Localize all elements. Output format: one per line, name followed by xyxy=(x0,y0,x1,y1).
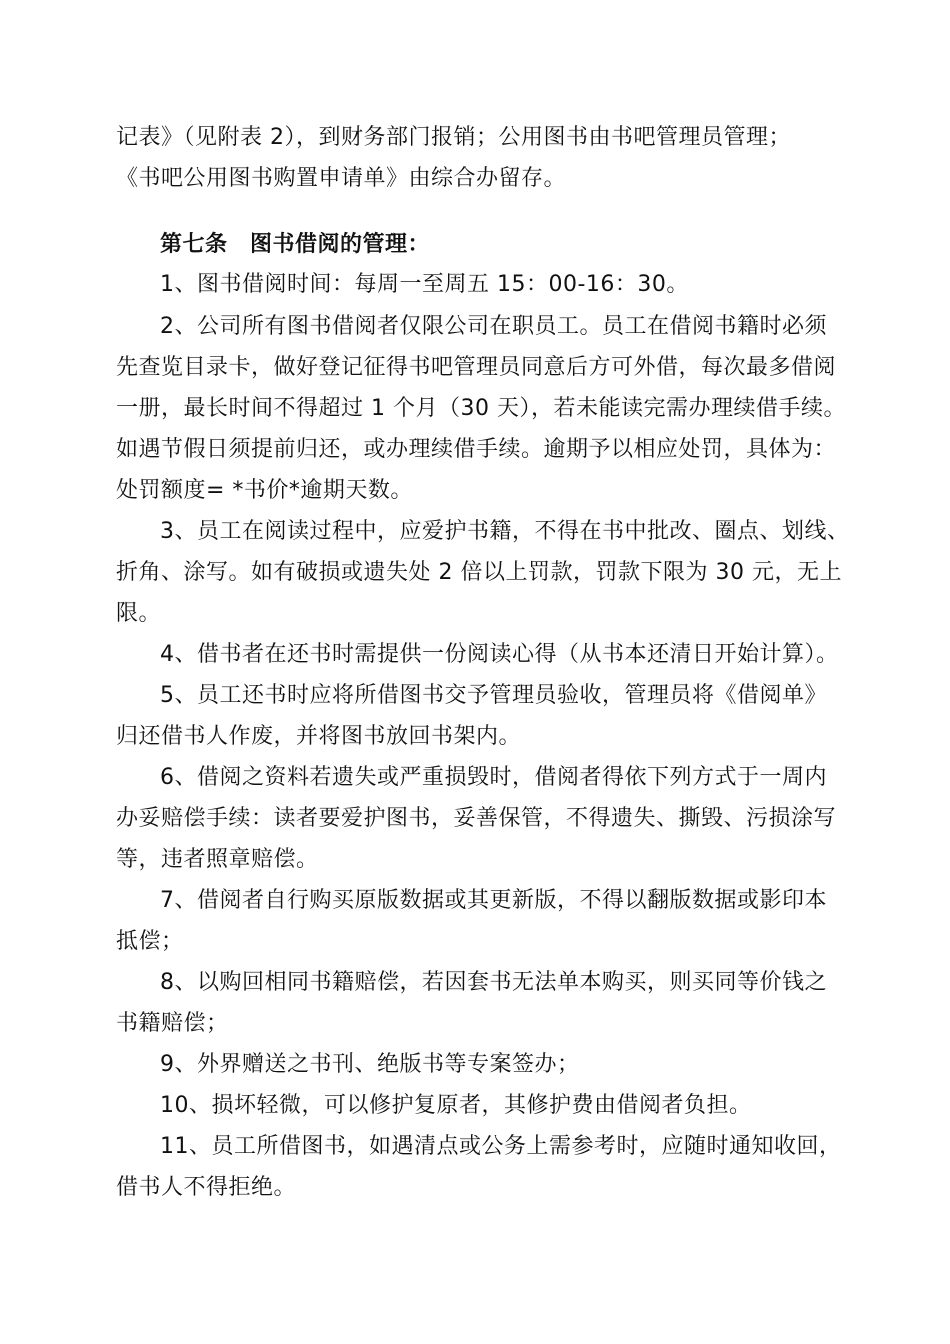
paragraph-line: 限。 xyxy=(116,601,162,626)
article-heading: 第七条 图书借阅的管理： xyxy=(160,232,431,257)
paragraph-line: 1、图书借阅时间：每周一至周五 15：00-16：30。 xyxy=(160,272,689,297)
intro-line-1: 记表》（见附表 2），到财务部门报销；公用图书由书吧管理员管理； xyxy=(116,125,791,150)
intro-line-2: 《书吧公用图书购置申请单》由综合办留存。 xyxy=(116,166,567,191)
paragraph-line: 先查览目录卡，做好登记征得书吧管理员同意后方可外借，每次最多借阅 xyxy=(116,355,837,380)
paragraph-line: 抵偿； xyxy=(116,929,184,954)
paragraph-line: 书籍赔偿； xyxy=(116,1011,229,1036)
paragraph-line: 3、员工在阅读过程中，应爱护书籍，不得在书中批改、圈点、划线、 xyxy=(160,519,850,544)
paragraph-line: 10、损坏轻微，可以修护复原者，其修护费由借阅者负担。 xyxy=(160,1093,752,1118)
paragraph-line: 8、以购回相同书籍赔偿，若因套书无法单本购买，则买同等价钱之 xyxy=(160,970,827,995)
paragraph-line: 11、员工所借图书，如遇清点或公务上需参考时，应随时通知收回， xyxy=(160,1134,842,1159)
paragraph-line: 借书人不得拒绝。 xyxy=(116,1175,297,1200)
paragraph-line: 6、借阅之资料若遗失或严重损毁时，借阅者得依下列方式于一周内 xyxy=(160,765,827,790)
paragraph-line: 等，违者照章赔偿。 xyxy=(116,847,319,872)
paragraph-line: 办妥赔偿手续：读者要爱护图书，妥善保管，不得遗失、撕毁、污损涂写 xyxy=(116,806,837,831)
paragraph-line: 一册，最长时间不得超过 1 个月（30 天），若未能读完需办理续借手续。 xyxy=(116,396,846,421)
paragraph-line: 折角、涂写。如有破损或遗失处 2 倍以上罚款，罚款下限为 30 元，无上 xyxy=(116,560,842,585)
paragraph-line: 4、借书者在还书时需提供一份阅读心得（从书本还清日开始计算）。 xyxy=(160,642,839,667)
paragraph-line: 归还借书人作废，并将图书放回书架内。 xyxy=(116,724,522,749)
paragraph-line: 5、员工还书时应将所借图书交予管理员验收，管理员将《借阅单》 xyxy=(160,683,827,708)
paragraph-line: 处罚额度= *书价*逾期天数。 xyxy=(116,478,413,503)
paragraph-line: 9、外界赠送之书刊、绝版书等专案签办； xyxy=(160,1052,580,1077)
paragraph-line: 7、借阅者自行购买原版数据或其更新版，不得以翻版数据或影印本 xyxy=(160,888,827,913)
paragraph-line: 如遇节假日须提前归还，或办理续借手续。逾期予以相应处罚，具体为： xyxy=(116,437,837,462)
paragraph-line: 2、公司所有图书借阅者仅限公司在职员工。员工在借阅书籍时必须 xyxy=(160,314,827,339)
